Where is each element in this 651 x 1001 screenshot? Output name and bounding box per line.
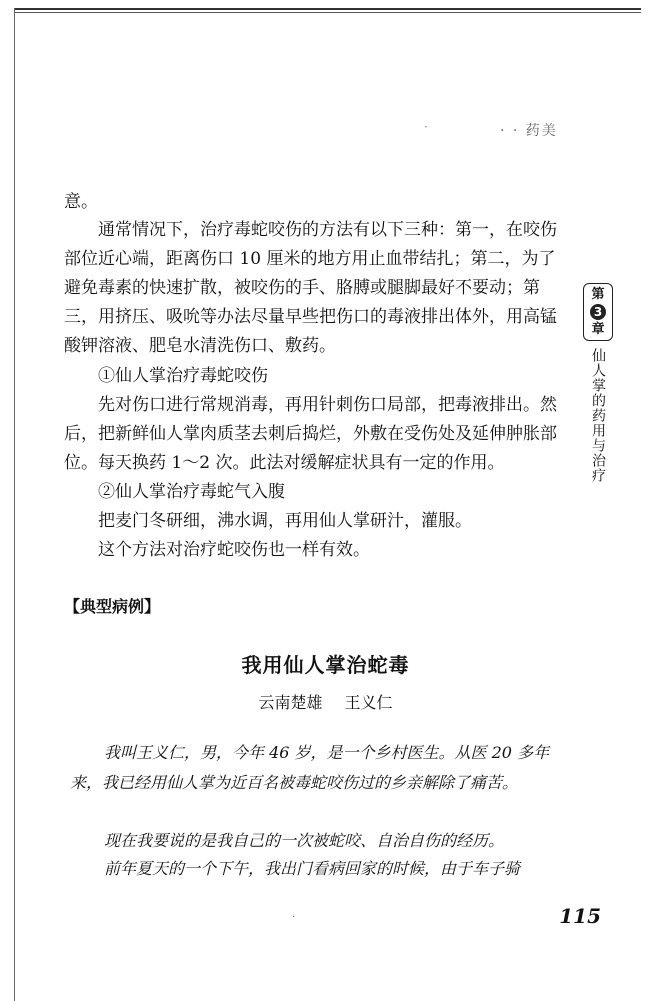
paragraph-treatment-methods: 通常情况下，治疗毒蛇咬伤的方法有以下三种：第一，在咬伤部位近心端，距离伤口 10 厘米的地方用止血带结扎；第二，为了避免毒素的快速扩散，被咬伤的手、胳膊或腿脚最好不要动；第三，用挤压、吸吮等办法尽量早些把伤口的毒液排出体外，用高锰酸钾溶液、肥皂水清洗伤口、敷药。 bbox=[64, 220, 557, 356]
header-dot: · bbox=[424, 120, 428, 134]
chapter-title-vertical: 仙人掌的药用与治疗 bbox=[590, 348, 606, 483]
paragraph-method-2-note: 这个方法对治疗蛇咬伤也一样有效。 bbox=[98, 540, 370, 560]
story-paragraph-3: 前年夏天的一个下午，我出门看病回家的时候，由于车子骑 bbox=[104, 859, 521, 878]
paragraph-continuation: 意。 bbox=[64, 192, 98, 212]
chapter-number: 3 bbox=[590, 304, 606, 320]
case-title: 我用仙人掌治蛇毒 bbox=[241, 653, 410, 677]
chapter-prefix: 第 bbox=[591, 287, 605, 302]
case-byline bbox=[0, 690, 651, 713]
section-tag-typical-case: 【典型病例】 bbox=[64, 597, 161, 616]
left-page-edge bbox=[14, 8, 15, 1001]
chapter-tab bbox=[583, 283, 613, 341]
case-place: 云南楚雄 bbox=[258, 693, 323, 712]
footer-dot: · bbox=[292, 912, 296, 923]
paragraph-method-2: 把麦门冬研细，沸水调，再用仙人掌研汁，灌服。 bbox=[98, 511, 472, 531]
story-paragraph-2: 现在我要说的是我自己的一次被蛇咬、自治自伤的经历。 bbox=[104, 831, 505, 850]
top-rule bbox=[14, 8, 641, 10]
page-number: 115 bbox=[559, 904, 601, 928]
method-heading-1: ①仙人掌治疗毒蛇咬伤 bbox=[98, 366, 268, 386]
running-header: · · 药美 bbox=[500, 123, 558, 139]
case-author: 王义仁 bbox=[344, 693, 393, 712]
top-rule-thin bbox=[14, 12, 641, 13]
story-paragraph-1: 我叫王义仁，男，今年 46 岁，是一个乡村医生。从医 20 多年来，我已经用仙人掌为近百名被毒蛇咬伤过的乡亲解除了痛苦。 bbox=[70, 743, 550, 792]
chapter-suffix: 章 bbox=[591, 322, 605, 337]
paragraph-method-1: 先对伤口进行常规消毒，再用针刺伤口局部，把毒液排出。然后，把新鲜仙人掌肉质茎去刺后捣烂，外敷在受伤处及延伸肿胀部位。每天换药 1～2 次。此法对缓解症状具有一定的作用。 bbox=[64, 395, 557, 473]
method-heading-2: ②仙人掌治疗毒蛇气入腹 bbox=[98, 482, 285, 502]
